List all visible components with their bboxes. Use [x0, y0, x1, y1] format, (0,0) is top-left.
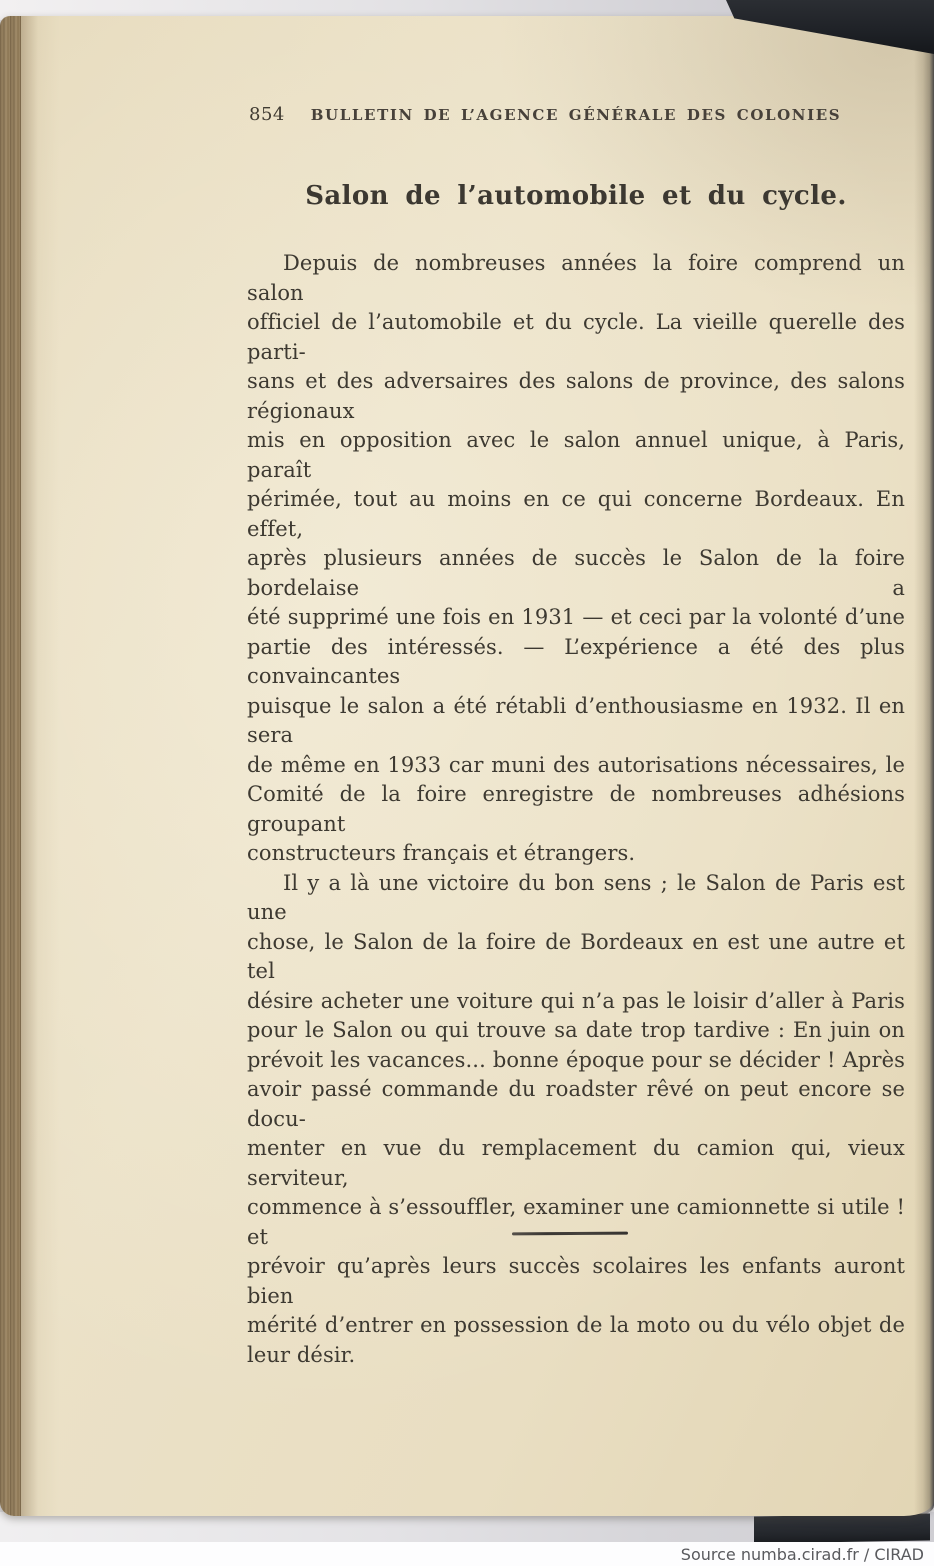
text-line: constructeurs français et étrangers.	[247, 841, 636, 865]
text-line: Il y a là une victoire du bon sens ; le Salon de Paris est une	[247, 870, 905, 924]
page-number: 854	[249, 104, 285, 125]
text-line: Comité de la foire enregistre de nombreuses adhésions groupant	[247, 782, 905, 836]
source-footer	[0, 1542, 934, 1566]
text-line: après plusieurs années de succès le Salon de la foire bordelaise a	[247, 546, 905, 600]
text-line: pour le Salon ou qui trouve sa date trop tardive : En juin on	[247, 1018, 905, 1042]
article-body	[247, 249, 905, 1370]
text-line: chose, le Salon de la foire de Bordeaux en est une autre et tel	[247, 929, 905, 983]
page-stack-shadow	[21, 16, 59, 1516]
text-line: désire acheter une voiture qui n’a pas le loisir d’aller à Paris	[247, 988, 905, 1013]
source-attribution: Source numba.cirad.fr / CIRAD	[680, 1544, 924, 1564]
text-line: officiel de l’automobile et du cycle. La vieille querelle des parti-	[247, 310, 905, 364]
text-line: été supprimé une fois en 1931 — et ceci par la volonté d’une	[247, 605, 905, 629]
text-line: puisque le salon a été rétabli d’enthousiasme en 1932. Il en sera	[247, 693, 905, 747]
text-line: périmée, tout au moins en ce qui concerne Bordeaux. En effet,	[247, 487, 905, 541]
text-line: prévoit les vacances... bonne époque pour se décider ! Après	[247, 1047, 905, 1072]
text-line: leur désir.	[247, 1342, 356, 1367]
page-header	[247, 104, 905, 126]
text-line: avoir passé commande du roadster rêvé on peut encore se docu-	[247, 1077, 905, 1131]
text-line: partie des intéressés. — L’expérience a été des plus convaincantes	[247, 634, 905, 688]
page-right-edge-shadow	[914, 16, 934, 1516]
running-title: BULLETIN DE L’AGENCE GÉNÉRALE DES COLONIES	[310, 106, 842, 124]
book-page	[0, 16, 934, 1516]
text-line: commence à s’essouffler, examiner une camionnette si utile ! et	[247, 1195, 905, 1249]
text-line: sans et des adversaires des salons de province, des salons régionaux	[247, 369, 905, 423]
text-line: de même en 1933 car muni des autorisations nécessaires, le	[247, 752, 905, 777]
article-title: Salon de l’automobile et du cycle.	[305, 181, 847, 211]
text-line: mérité d’entrer en possession de la moto ou du vélo objet de	[247, 1313, 905, 1337]
book-cover-corner-bottom-right	[754, 1513, 930, 1543]
page-stack-edge	[0, 16, 21, 1516]
text-line: Depuis de nombreuses années la foire comprend un salon	[247, 251, 905, 305]
text-line: mis en opposition avec le salon annuel unique, à Paris, paraît	[247, 428, 905, 482]
text-line: menter en vue du remplacement du camion qui, vieux serviteur,	[247, 1136, 905, 1190]
text-line: prévoir qu’après leurs succès scolaires les enfants auront bien	[247, 1254, 905, 1308]
